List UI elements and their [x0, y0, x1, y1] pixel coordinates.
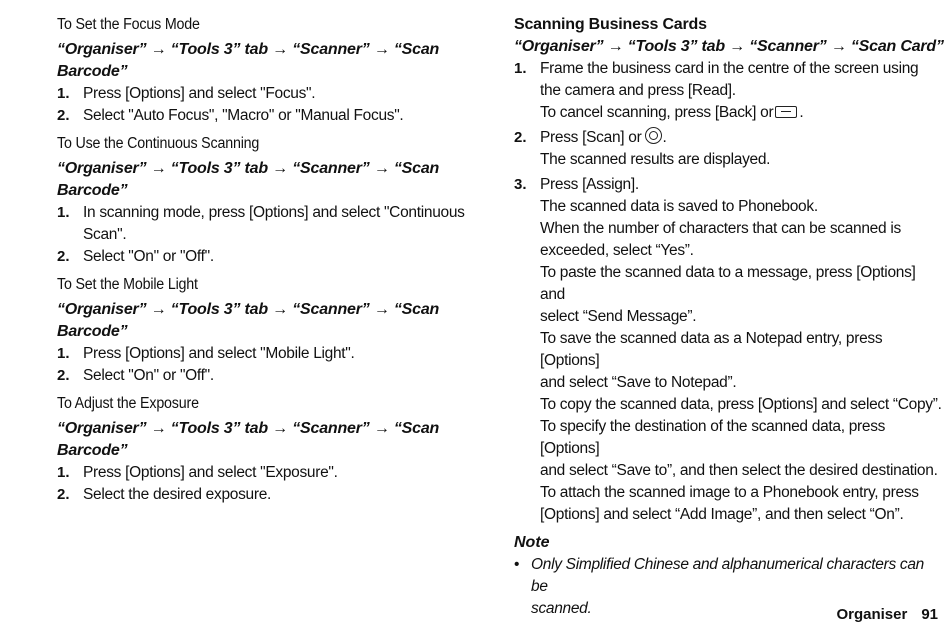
step: 1. Press [Options] and select "Mobile Light".: [57, 345, 355, 362]
step: 1. Press [Options] and select "Focus".: [57, 85, 316, 102]
menu-path: “Organiser” → “Tools 3” tab → “Scanner” → “Scan Barcode”: [57, 420, 440, 459]
section-exposure: [57, 393, 487, 506]
back-key-icon: [775, 106, 797, 118]
note-title: Note: [514, 534, 550, 551]
left-column: [57, 14, 487, 506]
section-title: To Use the Continuous Scanning: [57, 135, 260, 152]
step: 1. In scanning mode, press [Options] and select "Continuous Scan".: [57, 204, 465, 243]
center-key-icon: [645, 127, 662, 144]
menu-path: “Organiser” → “Tools 3” tab → “Scanner” → “Scan Barcode”: [57, 41, 440, 80]
step: 1. Press [Options] and select "Exposure".: [57, 464, 338, 481]
note-item: • Only Simplified Chinese and alphanumerical characters can be scanned.: [514, 554, 944, 620]
right-column: [514, 14, 944, 620]
section-continuous-scanning: [57, 133, 487, 268]
step: 2. Press [Scan] or . The scanned results are displayed.: [514, 129, 771, 168]
section-title: To Set the Focus Mode: [57, 16, 200, 33]
menu-path: “Organiser” → “Tools 3” tab → “Scanner” → “Scan Barcode”: [57, 160, 440, 199]
menu-path: “Organiser” → “Tools 3” tab → “Scanner” → “Scan Barcode”: [57, 301, 440, 340]
step: 2. Select "Auto Focus", "Macro" or "Manual Focus".: [57, 107, 404, 124]
section-title: To Adjust the Exposure: [57, 395, 199, 412]
section-mobile-light: [57, 274, 487, 387]
section-heading: Scanning Business Cards: [514, 16, 707, 33]
footer-section: Organiser: [836, 606, 908, 623]
step: 3. Press [Assign]. The scanned data is saved to Phonebook. When the number of characters that can be scanned is exceeded, select “Yes”. To paste the scanned data to a message, press [Options] and select “Send Message”. To save the scanned data as a Notepad entry, press [Options] and select “Save to Notepad”. To copy the scanned data, press [Options] and select “Copy”. To specify the destination of the scanned data, press [Options] and select “Save to”, and then select the desired destination. To attach the scanned image to a Phonebook entry, press [Options] and select “Add Image”, and then select “On”.: [514, 176, 942, 523]
step: 2. Select the desired exposure.: [57, 486, 272, 503]
step: 2. Select "On" or "Off".: [57, 367, 214, 384]
page-number: 91: [921, 606, 938, 623]
menu-path: “Organiser” → “Tools 3” tab → “Scanner” → “Scan Card”: [514, 38, 944, 55]
section-title: To Set the Mobile Light: [57, 276, 198, 293]
step: 2. Select "On" or "Off".: [57, 248, 214, 265]
bullet-icon: •: [514, 556, 520, 573]
step: 1. Frame the business card in the centre of the screen using the camera and press [Read]. To cancel scanning, press [Back] or .: [514, 60, 919, 121]
page-footer: [836, 606, 938, 623]
section-focus-mode: [57, 14, 487, 127]
